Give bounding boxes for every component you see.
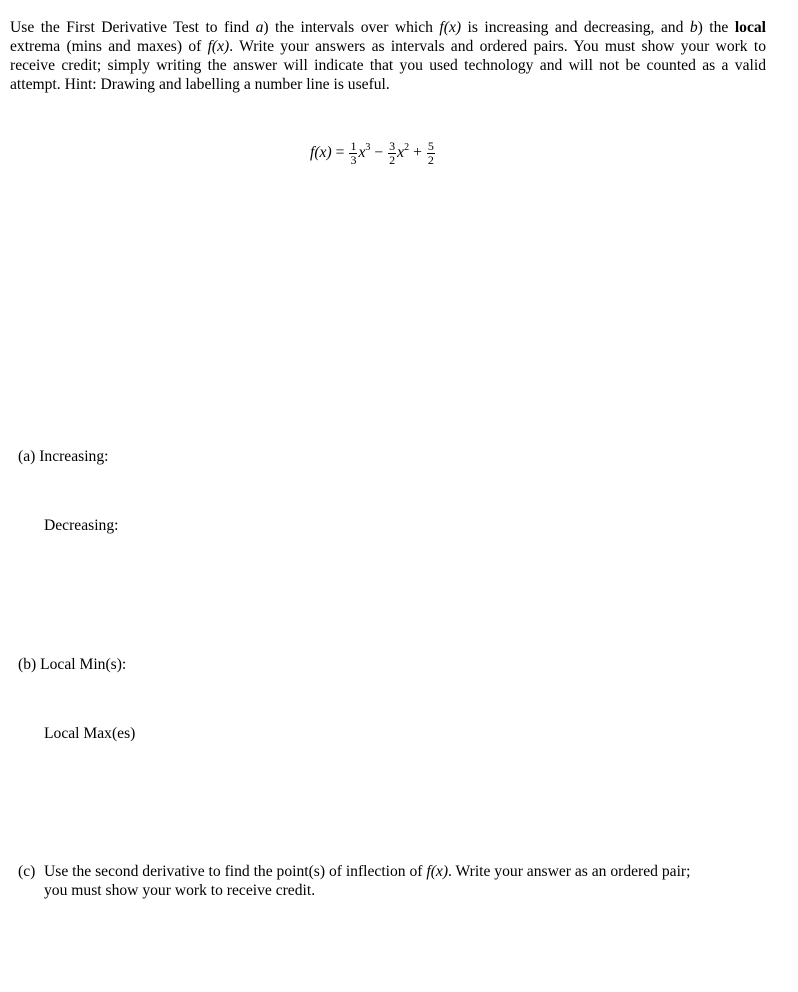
part-a-decreasing-label: Decreasing: — [44, 517, 119, 534]
instructions-text-5: extrema (mins and maxes) of — [10, 38, 208, 55]
instructions-b-letter: b — [689, 19, 698, 36]
part-c-text-3: you must show your work to receive credit. — [44, 882, 316, 899]
formula-term2-variable: x — [397, 144, 405, 161]
formula-term3-denominator: 2 — [427, 152, 434, 167]
instructions-fx-1: f(x) — [439, 19, 462, 36]
instructions-text-6: . Write your answers as intervals and ordered pairs. You must show your work to receive credit; simply writing the answer will indicate that you used technology and will not be counted as a valid attempt. Hint: Drawing and labelling a number line is useful. — [10, 38, 766, 93]
formula-term1-numerator: 1 — [350, 138, 357, 153]
instructions-text-2: ) the intervals over which — [263, 19, 440, 36]
instructions-text-1: Use the First Derivative Test to find — [10, 19, 256, 36]
formula-equals: = — [335, 144, 345, 161]
instructions-a-letter: a — [255, 19, 264, 36]
instructions-text-4: ) the — [697, 19, 735, 36]
formula-term3-numerator: 5 — [427, 138, 434, 153]
part-c-question — [18, 862, 766, 900]
formula-lhs: f(x) — [310, 144, 332, 161]
formula-term1-fraction — [349, 140, 357, 167]
formula-minus: − — [374, 144, 384, 161]
part-a-increasing-label: (a) Increasing: — [18, 448, 109, 465]
formula-term2-numerator: 3 — [389, 138, 396, 153]
part-c-fx: f(x) — [426, 863, 449, 880]
formula-plus: + — [413, 144, 422, 161]
part-c-tag: (c) — [18, 863, 36, 880]
formula-term1-denominator: 3 — [350, 152, 357, 167]
part-c-text-1: Use the second derivative to find the point(s) of inflection of — [44, 863, 427, 880]
part-c-text-2: . Write your answer as an ordered pair; — [448, 863, 691, 880]
instructions-text-3: is increasing and decreasing, and — [461, 19, 690, 36]
formula-term2-fraction — [388, 140, 396, 167]
part-b-local-min-label: (b) Local Min(s): — [18, 656, 127, 673]
instructions-fx-2: f(x) — [207, 38, 230, 55]
formula-term3-fraction — [427, 140, 435, 167]
formula-term1-exponent: 3 — [365, 141, 371, 153]
function-formula — [310, 133, 436, 173]
part-b-local-max-label: Local Max(es) — [44, 725, 136, 742]
formula-term1-variable: x — [358, 144, 366, 161]
instructions-paragraph — [10, 18, 766, 94]
formula-term2-denominator: 2 — [389, 152, 396, 167]
formula-term2-exponent: 2 — [404, 141, 410, 153]
instructions-bold-local: local — [734, 19, 766, 36]
